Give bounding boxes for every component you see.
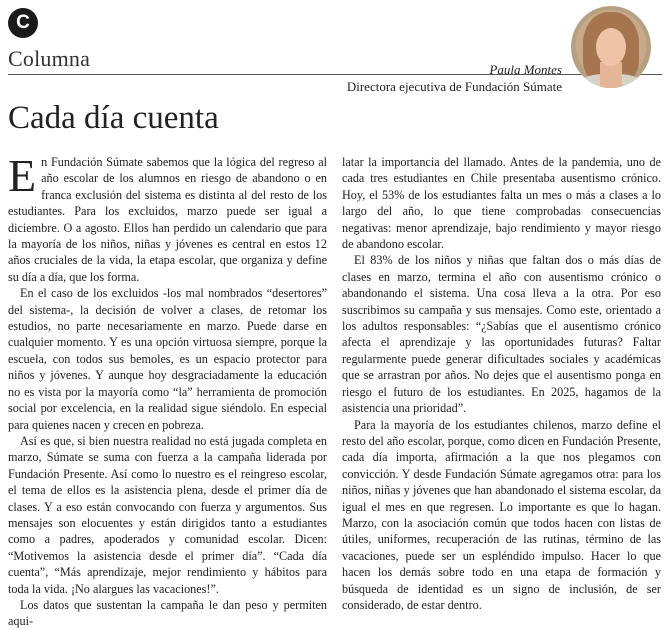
article-paragraph: El 83% de los niños y niñas que faltan dos o más días de clases en marzo, termina el año con ausentismo crónico o abandonando el sistema. Una cosa lleva a la otra. Por eso suscribimos su campaña y sus mensajes. Como este, orientado a los adultos responsables: “¿Sabías que el ausentismo crónico afecta el aprendizaje y las oportunidades futuras? Faltar regularmente puede generar dificultades sociales y académicas que se arrastran por años. No dejes que el ausentismo ponga en riesgo el futuro de los estudiantes. En 2025, hagamos de la asistencia una prioridad”. (342, 253, 661, 416)
article-column-left (8, 150, 327, 630)
section-name: Columna (8, 46, 91, 71)
paragraph-text: n Fundación Súmate sabemos que la lógica del regreso al año escolar de los alumnos en riesgo de abandono o en franca exclusión del sistema es distinta al del resto de los estudiantes. Para los excluidos, marzo puede ser igual a diciembre. O a agosto. Ellos han perdido un calendario que para la mayoría de los niños, niñas y jóvenes es central en estos 12 años cruciales de la vida, la etapa escolar, que organiza y define su día a día, que los forma. (8, 155, 327, 284)
article-paragraph: Así es que, si bien nuestra realidad no está jugada completa en marzo, Súmate se suma con fuerza a la campaña liderada por Fundación Presente. Así como lo nuestro es el reingreso escolar, el tema de ellos es la asistencia plena, desde el primer día de clases. Y a eso están convocando con fuerza y argumentos. Sus mensajes son elocuentes y están dirigidos tanto a estudiantes como a padres, apoderados y comunidad escolar. Dicen: “Motivemos la asistencia desde el primer día”. “Cada día cuenta”, “Más aprendizaje, mejor rendimiento y hábitos para toda la vida. ¡No alargues las vacaciones!”. (8, 433, 327, 596)
author-name: Paula Montes (489, 62, 562, 77)
article-column-right (342, 154, 661, 613)
dropcap: E (8, 150, 37, 201)
article-body (8, 150, 662, 629)
headline: Cada día cuenta (8, 100, 219, 136)
article-paragraph: En el caso de los excluidos -los mal nombrados “desertores” del sistema-, la decisión de volver a clases, de retomar los estudios, no parte necesariamente en marzo. Puede darse en cualquier momento. Y es una opción virtuosa siempre, porque la escuela, con todos sus bemoles, es un espacio protector para niños y jóvenes. Y aunque hoy desgraciadamente la educación no es vista por la mayoría como “la” herramienta de promoción social por excelencia, en la realidad sigue siéndolo. En especial para quienes nacen y crecen en pobreza. (8, 286, 327, 432)
header-divider (8, 74, 662, 75)
author-role: Directora ejecutiva de Fundación Súmate (346, 79, 562, 94)
article-paragraph: latar la importancia del llamado. Antes de la pandemia, uno de cada tres estudiantes en Chile presentaba ausentismo crónico. Hoy, el 53% de los estudiantes falta un mes o más a clases a lo largo del año, lo que tiene comprobadas consecuencias negativas: menor aprendizaje, bajo rendimiento y mayor riesgo de abandono escolar. (342, 155, 661, 252)
author-photo (571, 6, 651, 88)
article-paragraph: Para la mayoría de los estudiantes chilenos, marzo define el resto del año escolar, porque, como dicen en Fundación Presente, cada día importa, afirmación a la que nos plegamos con convicción. Y desde Fundación Súmate agregamos otra: para los niños, niñas y jóvenes que han abandonado el sistema escolar, da igual el mes en que regresen. Lo importante es que lo hagan. Marzo, con la asociación común que todos hacen con listas de útiles, uniformes, recuperación de las rutinas, término de las vacaciones, puede ser un espléndido impulso. Hacer lo que hacen los demás sobre todo en una etapa de formación y búsqueda de identidad es un signo de inclusión, de ser considerado, de estar dentro. (342, 417, 661, 612)
article-paragraph (8, 150, 327, 285)
section-badge: C (8, 8, 38, 38)
article-paragraph: Los datos que sustentan la campaña le dan peso y permiten aqui- (8, 597, 327, 629)
